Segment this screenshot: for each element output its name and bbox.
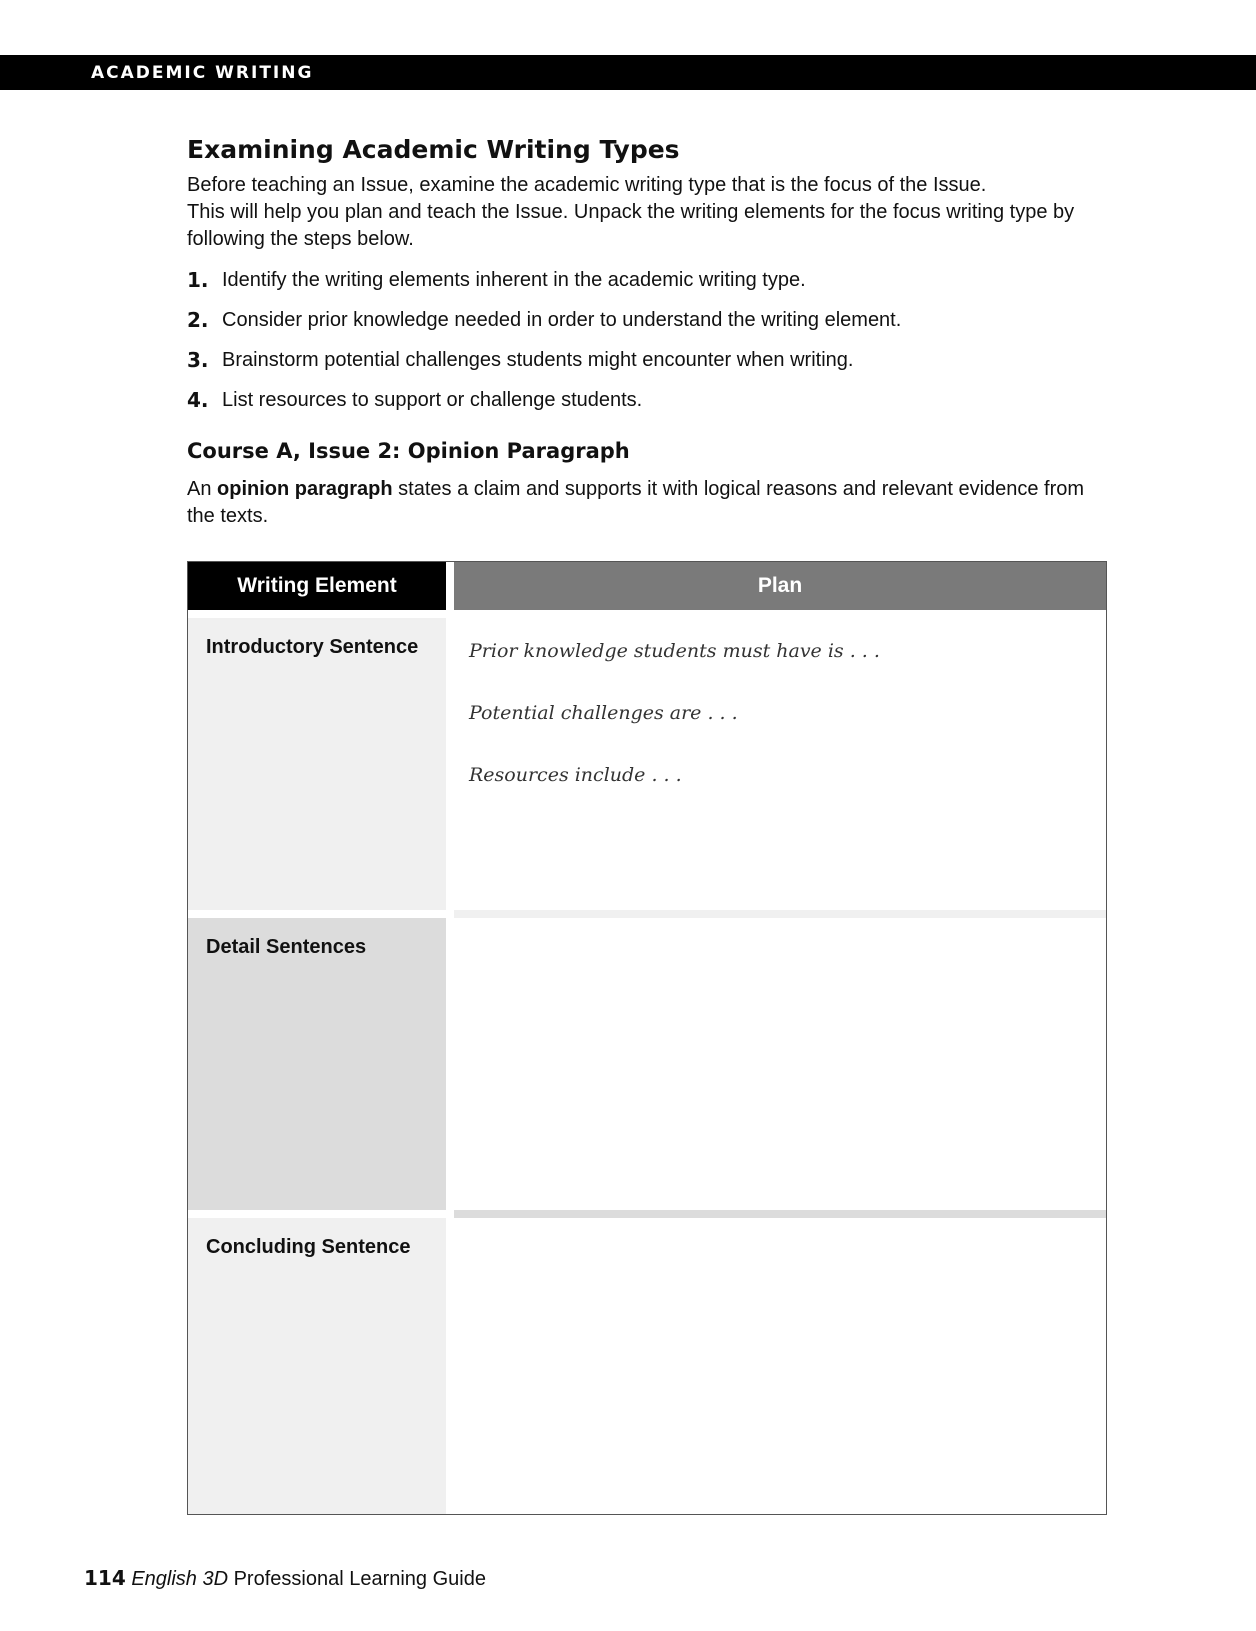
step-number: 3. [187,348,209,372]
steps-list [187,267,1107,414]
row-divider [454,1210,1106,1218]
plan-cell-concluding-sentence[interactable] [454,1218,1106,1514]
step-text: Consider prior knowledge needed in order to understand the writing element. [222,309,902,331]
column-header-writing-element: Writing Element [188,562,446,610]
step-number: 4. [187,388,209,412]
list-item [187,347,1107,374]
row-label-concluding-sentence: Concluding Sentence [188,1218,446,1514]
definition-text: states a claim and supports it with logical reasons and relevant evidence from the texts. [187,478,1085,527]
row-label-detail-sentences: Detail Sentences [188,918,446,1210]
step-text: Identify the writing elements inherent in the academic writing type. [222,269,806,291]
intro-line: Before teaching an Issue, examine the academic writing type that is the focus of the Issue. [187,174,987,196]
page-title: Examining Academic Writing Types [187,135,680,164]
list-item [187,267,1107,294]
definition-paragraph [187,476,1107,530]
page-number: 114 [84,1566,126,1590]
step-number: 1. [187,268,209,292]
plan-cell-detail-sentences[interactable] [454,918,1106,1210]
intro-line: This will help you plan and teach the Issue. Unpack the writing elements for the focus writing type by following the steps below. [187,201,1075,250]
plan-cell-introductory-sentence[interactable] [454,618,1106,910]
page-footer [84,1565,486,1592]
step-text: Brainstorm potential challenges students might encounter when writing. [222,349,854,371]
intro-paragraph [187,172,1107,253]
column-header-plan: Plan [454,562,1106,610]
definition-prefix: An [187,478,218,500]
section-header-bar [0,55,1256,90]
book-subtitle: Professional Learning Guide [233,1568,486,1590]
plan-table [187,561,1107,1515]
prompt-prior-knowledge: Prior knowledge students must have is . . . [469,640,880,662]
section-subtitle: Course A, Issue 2: Opinion Paragraph [187,439,630,463]
list-item [187,387,1107,414]
book-title: English 3D [131,1568,229,1590]
step-number: 2. [187,308,209,332]
main-content [187,132,1107,530]
prompt-resources: Resources include . . . [469,764,682,786]
section-label: ACADEMIC WRITING [91,63,314,83]
definition-term: opinion paragraph [217,478,393,500]
prompt-potential-challenges: Potential challenges are . . . [469,702,738,724]
row-divider [454,910,1106,918]
step-text: List resources to support or challenge students. [222,389,643,411]
list-item [187,307,1107,334]
row-label-introductory-sentence: Introductory Sentence [188,618,446,910]
